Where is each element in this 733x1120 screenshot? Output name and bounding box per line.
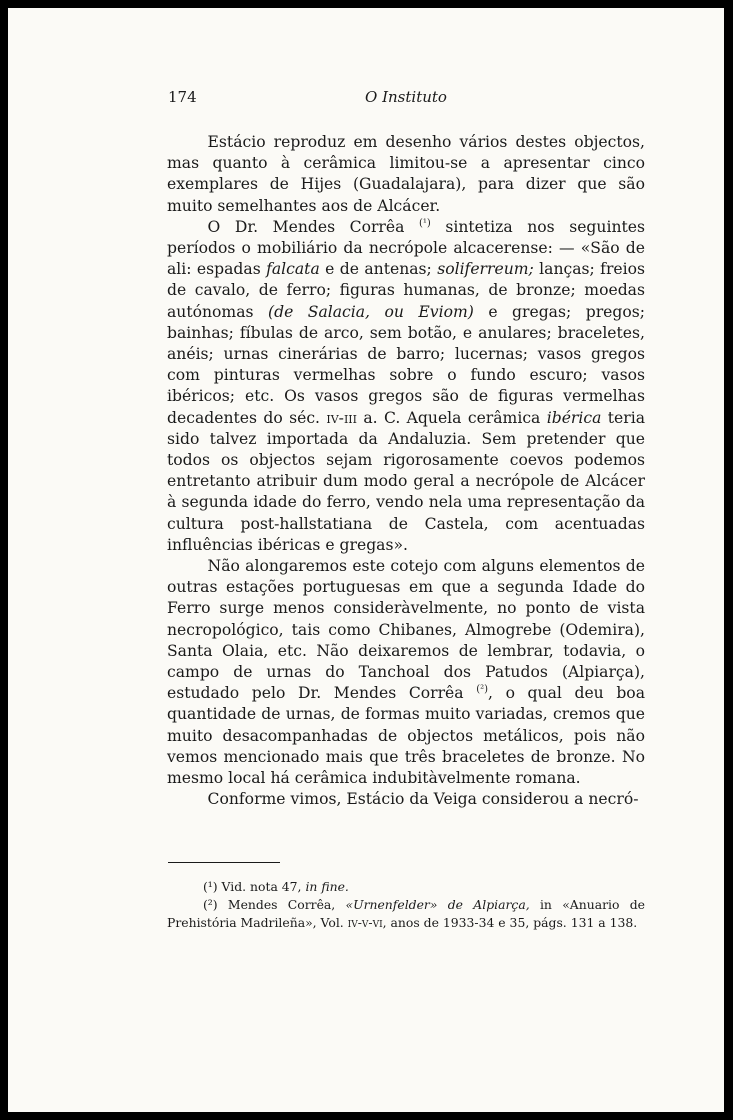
footnote-ref-1: (¹) <box>418 217 431 229</box>
page-header <box>167 88 645 112</box>
text-run: lanças; freios de cavalo, de ferro; figuras humanas, de bronze; moedas autónomas <box>167 260 646 321</box>
text-run: , anos de 1933-34 e 35, págs. 131 a 138. <box>382 915 638 930</box>
footnote-marker: (¹) <box>202 879 218 894</box>
footnotes <box>167 878 645 932</box>
paragraph-1: Estácio reproduz em desenho vários destes objectos, mas quanto à cerâmica limitou-se a apresentar cinco exemplares de Hijes (Guadalajara), para dizer que são muito semelhantes aos de Alcácer. <box>167 133 645 215</box>
footnote-marker: (²) <box>202 897 218 912</box>
century-numerals: iv-iii <box>326 408 357 427</box>
italic-text: in fine. <box>305 879 349 894</box>
text-run: e gregas; pregos; bainhas; fíbulas de arco, sem botão, e anulares; braceletes, anéis; urnas cinerárias de barro; lucernas; vasos gregos com pinturas vermelhas sobre o fundo escuro; vasos ibéricos; etc. Os vasos gregos são de figuras vermelhas decadentes do séc. <box>167 302 646 427</box>
paragraph-4: Conforme vimos, Estácio da Veiga considerou a necró- <box>207 790 639 809</box>
text-run: teria sido talvez importada da Andaluzia. Sem pretender que todos os objectos sejam rigorosamente coevos podemos entretanto atribuir dum modo geral a necrópole de Alcácer à segunda idade do ferro, vendo nela uma representação da cultura post-hallstatiana de Castela, com acentuadas influências ibéricas e gregas». <box>167 408 645 554</box>
italic-text: «Urnenfelder» de Alpiarça, <box>345 897 530 912</box>
italic-term-salacia: (de Salacia, ou Eviom) <box>268 302 474 321</box>
running-title: O Instituto <box>365 88 447 106</box>
text-run: in «Anuario de Prehistória Madrileña», Vol. <box>167 897 645 930</box>
text-run: Mendes Corrêa, <box>217 897 346 912</box>
page-number: 174 <box>168 88 197 106</box>
footnote-ref-2: (²) <box>476 684 489 696</box>
footnote-divider <box>168 862 280 863</box>
italic-term-soliferreum: soliferreum; <box>437 260 534 279</box>
text-run: Não alongaremos este cotejo com alguns elementos de outras estações portuguesas em que a segunda Idade do Ferro surge menos consideràvelmente, no ponto de vista necropológico, tais como Chibanes, Almogrebe (Odemira), Santa Olaia, etc. Não deixaremos de lembrar, todavia, o campo de urnas do Tanchoal dos Patudos (Alpiarça), estudado pelo Dr. Mendes Corrêa <box>167 557 645 703</box>
italic-term-falcata: falcata <box>266 260 320 279</box>
text-run: sintetiza nos seguintes períodos o mobiliário da necrópole alcacerense: — «São de ali: espadas <box>167 217 645 279</box>
paragraph-2 <box>167 217 645 556</box>
volume-numerals: iv-v-vi <box>347 915 383 930</box>
italic-term-iberica: ibérica <box>546 408 602 427</box>
footnote-2 <box>167 896 645 932</box>
book-page <box>8 8 724 1112</box>
body-text <box>167 132 645 811</box>
text-run: Vid. nota 47, <box>217 879 306 894</box>
text-run: , o qual deu boa quantidade de urnas, de formas muito variadas, cremos que muito desacompanhadas de objectos metálicos, pois não vemos mencionado mais que três braceletes de bronze. No mesmo local há cerâmica indubitàvelmente romana. <box>167 684 645 788</box>
text-run: e de antenas; <box>319 260 438 279</box>
paragraph-3 <box>167 556 645 789</box>
footnote-1 <box>167 878 645 896</box>
text-run: O Dr. Mendes Corrêa <box>207 217 405 236</box>
text-run: a. C. Aquela cerâmica <box>356 408 547 427</box>
